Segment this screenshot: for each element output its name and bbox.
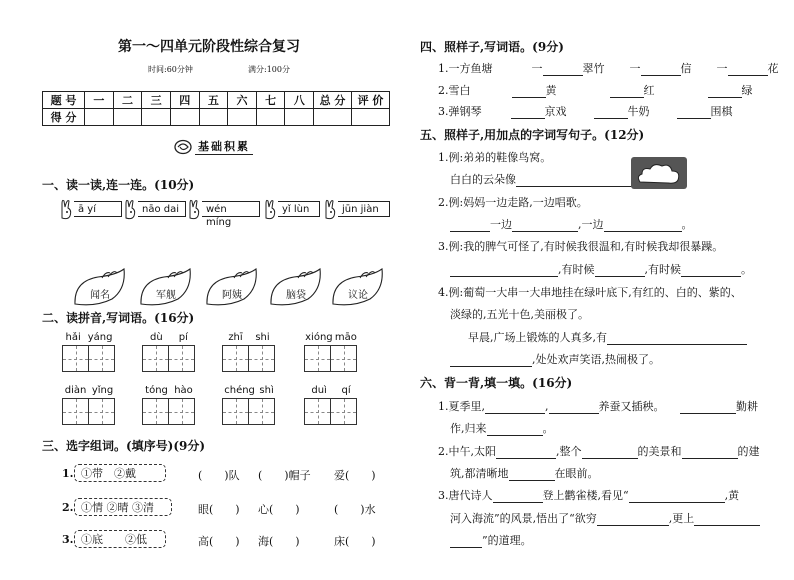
- section-3-title: 三、选字组词。(填序号)(9分): [42, 439, 206, 453]
- answer-blank[interactable]: [511, 108, 545, 119]
- word-part: 一: [716, 62, 728, 75]
- q4-prompt-1: [468, 329, 747, 345]
- pinyin-tag: [122, 198, 186, 220]
- writing-cell[interactable]: [222, 345, 249, 372]
- word-part: 牛奶: [627, 105, 650, 118]
- q4-example-2: 淡绿的,五光十色,美丽极了。: [450, 308, 589, 321]
- fill-blank[interactable]: ( )队: [198, 469, 240, 482]
- section-4-title: 四、照样子,写词语。(9分): [420, 40, 564, 54]
- word-part: 一: [629, 62, 641, 75]
- pinyin-grid: [304, 332, 358, 372]
- recite-text: ,更上: [668, 512, 695, 525]
- word-part: 一: [531, 62, 543, 75]
- score-cell[interactable]: [352, 109, 390, 126]
- score-cell[interactable]: [228, 109, 257, 126]
- page-title: 第一～四单元阶段性综合复习: [118, 39, 300, 55]
- score-cell[interactable]: [285, 109, 314, 126]
- pinyin-tag: [58, 198, 122, 220]
- item-number: 3.: [62, 533, 74, 546]
- score-cell[interactable]: [170, 109, 199, 126]
- pinyin-label: ā yí: [74, 201, 122, 217]
- score-cell[interactable]: [314, 109, 352, 126]
- score-header-cell: 题 号: [43, 92, 85, 109]
- writing-cell[interactable]: [88, 345, 115, 372]
- recite-text: 3.唐代诗人: [438, 489, 493, 502]
- word-part: 黄: [545, 84, 557, 97]
- writing-cell[interactable]: [168, 398, 195, 425]
- sec4-line-3: [438, 103, 733, 119]
- score-cell[interactable]: [85, 109, 114, 126]
- recite-text: 在眼前。: [554, 467, 599, 480]
- writing-cell[interactable]: [168, 345, 195, 372]
- answer-blank[interactable]: [512, 221, 578, 232]
- recite-text: 的建: [737, 445, 760, 458]
- writing-cell[interactable]: [330, 398, 357, 425]
- prompt-end: 。: [681, 218, 693, 231]
- section-6-title: 六、背一背,填一填。(16分): [420, 376, 573, 390]
- answer-blank[interactable]: [604, 221, 682, 232]
- score-cell[interactable]: [142, 109, 171, 126]
- score-header-cell: 八: [285, 92, 314, 109]
- section-2-title: 二、读拼音,写词语。(16分): [42, 311, 195, 325]
- bunny-icon: [186, 198, 202, 220]
- word-label: 议论: [348, 290, 368, 301]
- writing-cell[interactable]: [62, 398, 89, 425]
- recite-text: ”的道理。: [482, 534, 532, 547]
- bunny-icon: [322, 198, 338, 220]
- answer-blank[interactable]: [516, 176, 636, 187]
- word-leaf[interactable]: [330, 267, 386, 307]
- pinyin-tag: [262, 198, 320, 220]
- ink-swirl-icon: [174, 139, 192, 155]
- score-header-cell: 六: [228, 92, 257, 109]
- prompt-text: ,有时候: [644, 263, 681, 276]
- example-word: 3.弹钢琴: [438, 105, 482, 118]
- score-header-cell: 二: [113, 92, 142, 109]
- grid-pinyin: hǎi: [65, 332, 81, 343]
- cloud-icon: [630, 156, 688, 190]
- bunny-icon: [262, 198, 278, 220]
- grid-pinyin: māo: [334, 332, 357, 343]
- q2-prompt: [450, 216, 693, 232]
- answer-blank[interactable]: [582, 448, 638, 459]
- grid-pinyin: chéng: [224, 385, 255, 396]
- score-header-cell: 四: [170, 92, 199, 109]
- recite-text: 登上鹳雀楼,看见“: [542, 489, 629, 502]
- choice-box: ①带 ②戴: [74, 464, 166, 482]
- q1-prompt: [450, 171, 647, 187]
- recite-text: 2.中午,太阳: [438, 445, 496, 458]
- grid-pinyin: diàn: [64, 385, 87, 396]
- score-table: [42, 91, 390, 126]
- prompt-end: 。: [741, 263, 752, 276]
- pinyin-tag: [186, 198, 260, 228]
- recite-text: 作,归来: [450, 422, 487, 435]
- word-leaf[interactable]: [72, 267, 128, 307]
- word-label: 军舰: [156, 290, 176, 301]
- writing-cell[interactable]: [222, 398, 249, 425]
- fill-blank[interactable]: ( )水: [334, 503, 376, 516]
- recite-text: 1.夏季里,: [438, 400, 485, 413]
- answer-blank[interactable]: [728, 65, 768, 76]
- section-badge: [174, 138, 253, 155]
- pinyin-grid: [142, 332, 196, 372]
- section-5-title: 五、照样子,用加点的字词写句子。(12分): [420, 128, 645, 142]
- word-part: 信: [680, 62, 692, 75]
- writing-cell[interactable]: [142, 345, 169, 372]
- recite-q3-line3: [450, 532, 532, 548]
- answer-blank[interactable]: [694, 515, 760, 526]
- bunny-icon: [122, 198, 138, 220]
- word-leaf[interactable]: [204, 267, 260, 307]
- score-header-cell: 一: [85, 92, 114, 109]
- score-header-cell: 三: [142, 92, 171, 109]
- recite-q2-line1: [438, 443, 760, 459]
- score-header-cell: 五: [199, 92, 228, 109]
- prompt-text: ,一边: [578, 218, 604, 231]
- recite-text: 。: [542, 422, 554, 435]
- writing-cell[interactable]: [62, 345, 89, 372]
- fill-blank[interactable]: 床( ): [334, 535, 376, 548]
- pinyin-grid: [222, 332, 276, 372]
- recite-text: 筑,都清晰地: [450, 467, 509, 480]
- word-label: 脑袋: [286, 290, 306, 301]
- pinyin-grid: [62, 385, 116, 425]
- bunny-icon: [58, 198, 74, 220]
- word-label: 阿姨: [222, 290, 242, 301]
- score-cell[interactable]: [113, 109, 142, 126]
- answer-blank[interactable]: [594, 108, 628, 119]
- writing-cell[interactable]: [330, 345, 357, 372]
- score-table-header-row: [43, 92, 390, 109]
- word-part: 红: [643, 84, 655, 97]
- grid-pinyin: qí: [341, 385, 351, 396]
- score-table-value-row: [43, 109, 390, 126]
- answer-blank[interactable]: [549, 403, 599, 414]
- example-word: 1.一方鱼塘: [438, 62, 493, 75]
- writing-cell[interactable]: [142, 398, 169, 425]
- time-limit: 时间:60分钟: [148, 65, 193, 74]
- word-part: 花: [767, 62, 779, 75]
- item-number: 1.: [62, 467, 74, 480]
- score-row-label: 得 分: [43, 109, 85, 126]
- answer-blank[interactable]: [610, 87, 644, 98]
- choice-box: ①底 ②低: [74, 530, 166, 548]
- recite-text: 的美景和: [637, 445, 682, 458]
- answer-blank[interactable]: [641, 65, 681, 76]
- score-header-cell: 评 价: [352, 92, 390, 109]
- writing-cell[interactable]: [304, 398, 331, 425]
- pinyin-grid: [222, 385, 276, 425]
- q3-prompt: [450, 261, 752, 277]
- answer-blank[interactable]: [485, 403, 545, 414]
- pinyin-grid: [142, 385, 196, 425]
- answer-blank[interactable]: [450, 221, 490, 232]
- pinyin-label: jūn jiàn: [338, 201, 390, 217]
- grid-pinyin: tóng: [145, 385, 168, 396]
- prompt-text: ,有时候: [558, 263, 595, 276]
- score-header-cell: 总 分: [314, 92, 352, 109]
- pinyin-label: wén míng: [202, 201, 260, 217]
- fill-blank[interactable]: 高( ): [198, 535, 240, 548]
- sec4-line-2: [438, 82, 753, 98]
- writing-cell[interactable]: [304, 345, 331, 372]
- writing-cell[interactable]: [248, 398, 275, 425]
- answer-blank[interactable]: [597, 515, 669, 526]
- grid-pinyin: zhī: [228, 332, 243, 343]
- pinyin-grid: [62, 332, 116, 372]
- answer-blank[interactable]: [708, 87, 742, 98]
- grid-pinyin: shi: [255, 332, 270, 343]
- recite-q3-line2: [450, 510, 760, 526]
- recite-text: 养蚕又插秧。: [598, 400, 665, 413]
- answer-blank[interactable]: [493, 492, 543, 503]
- answer-blank[interactable]: [677, 108, 711, 119]
- word-part: 京戏: [544, 105, 567, 118]
- grid-pinyin: yǐng: [91, 385, 114, 396]
- score-cell[interactable]: [199, 109, 228, 126]
- choice-box: ①情 ②晴 ③清: [74, 498, 172, 516]
- score-cell[interactable]: [256, 109, 285, 126]
- score-header-cell: 七: [256, 92, 285, 109]
- pinyin-label: yǐ lùn: [278, 201, 320, 217]
- writing-cell[interactable]: [248, 345, 275, 372]
- badge-label: 基础积累: [195, 138, 253, 155]
- writing-cell[interactable]: [88, 398, 115, 425]
- example-word: 2.雪白: [438, 84, 471, 97]
- answer-blank[interactable]: [450, 356, 532, 367]
- word-part: 绿: [741, 84, 753, 97]
- word-leaf[interactable]: [268, 267, 324, 307]
- prompt-text: ,处处欢声笑语,热闹极了。: [532, 353, 660, 366]
- fill-blank[interactable]: 海( ): [258, 535, 300, 548]
- answer-blank[interactable]: [450, 537, 482, 548]
- fill-blank[interactable]: 眼( ): [198, 503, 240, 516]
- fill-blank[interactable]: 爱( ): [334, 469, 376, 482]
- grid-pinyin: shì: [259, 385, 274, 396]
- answer-blank[interactable]: [595, 266, 645, 277]
- prompt-text: 早晨,广场上锻炼的人真多,有: [468, 331, 607, 344]
- q1-example: 1.例:弟弟的鞋像鸟窝。: [438, 151, 552, 164]
- answer-blank[interactable]: [496, 448, 556, 459]
- grid-pinyin: pí: [178, 332, 188, 343]
- fill-blank[interactable]: 心( ): [258, 503, 300, 516]
- answer-blank[interactable]: [509, 470, 555, 481]
- answer-blank[interactable]: [487, 425, 543, 436]
- recite-q1-line1: 1.夏季里, , 养蚕又插秧。 勤耕: [438, 400, 758, 413]
- fill-blank[interactable]: ( )帽子: [258, 469, 311, 482]
- recite-text: ,整个: [556, 445, 582, 458]
- prompt-text: 一边: [490, 218, 512, 231]
- q2-example: 2.例:妈妈一边走路,一边唱歌。: [438, 196, 588, 209]
- q3-example: 3.例:我的脾气可怪了,有时候我很温和,有时候我却很暴躁。: [438, 240, 724, 253]
- answer-blank[interactable]: [450, 266, 558, 277]
- answer-blank[interactable]: [682, 448, 738, 459]
- grid-pinyin: yáng: [87, 332, 113, 343]
- grid-pinyin: hào: [174, 385, 193, 396]
- word-leaf[interactable]: [138, 267, 194, 307]
- pinyin-label: nāo dai: [138, 201, 186, 217]
- item-number: 2.: [62, 501, 74, 514]
- section-1-title: 一、读一读,连一连。(10分): [42, 178, 195, 192]
- word-label: 闻名: [90, 290, 110, 301]
- recite-q3-line1: [438, 487, 739, 503]
- q4-prompt-2: [450, 351, 660, 367]
- pinyin-grid: [304, 385, 358, 425]
- prompt-text: 白白的云朵像: [450, 173, 516, 186]
- recite-text: 勤耕: [736, 400, 758, 413]
- sec4-line-1: [438, 60, 779, 76]
- recite-text: ,黄: [724, 489, 740, 502]
- grid-pinyin: duì: [311, 385, 327, 396]
- recite-text: 河入海流”的风景,悟出了“欲穷: [450, 512, 597, 525]
- recite-q2-line2: [450, 465, 599, 481]
- word-part: 围棋: [710, 105, 733, 118]
- answer-blank[interactable]: [680, 403, 736, 414]
- grid-pinyin: dù: [150, 332, 163, 343]
- answer-blank[interactable]: [543, 65, 583, 76]
- answer-blank[interactable]: [512, 87, 546, 98]
- word-part: 翠竹: [582, 62, 605, 75]
- answer-blank[interactable]: [681, 266, 741, 277]
- recite-q1-line2: [450, 420, 554, 436]
- pinyin-tag: [322, 198, 390, 220]
- q4-example-1: 4.例:葡萄一大串一大串地挂在绿叶底下,有红的、白的、紫的、: [438, 286, 742, 299]
- full-score: 满分:100分: [248, 65, 290, 74]
- answer-blank[interactable]: [607, 334, 747, 345]
- answer-blank[interactable]: [629, 492, 725, 503]
- grid-pinyin: xióng: [305, 332, 333, 343]
